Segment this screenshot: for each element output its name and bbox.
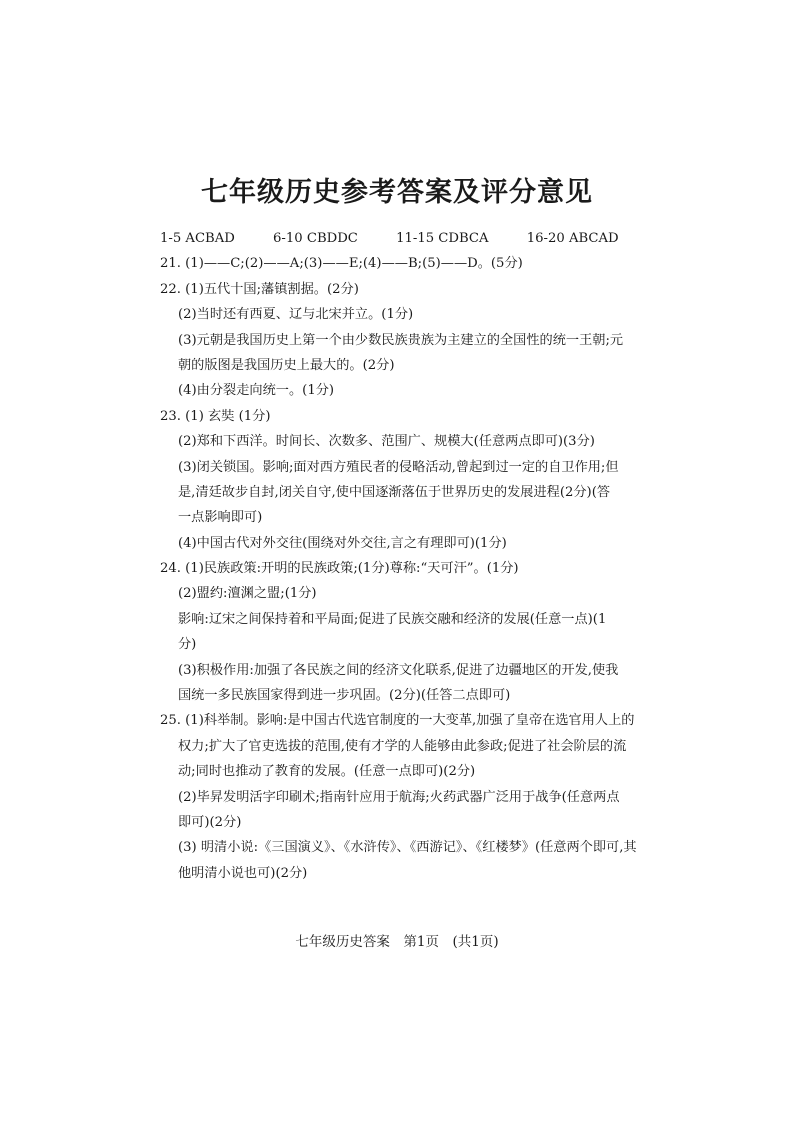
answer-line: 他明清小说也可)(2分) xyxy=(178,865,308,881)
mc-answer-group: 11-15 CDBCA xyxy=(396,231,489,246)
answer-content xyxy=(160,226,668,886)
mc-answer-group: 16-20 ABCAD xyxy=(526,231,619,246)
answer-line: (3)闭关锁国。影响;面对西方殖民者的侵略活动,曾起到过一定的自卫作用;但 xyxy=(178,459,619,475)
answer-line: 24. (1)民族政策:开明的民族政策;(1分)尊称:“天可汗”。(1分) xyxy=(160,561,519,577)
answer-line: 25. (1)科举制。影响:是中国古代选官制度的一大变革,加强了皇帝在选官用人上的 xyxy=(160,713,635,729)
answer-line: (2)当时还有西夏、辽与北宋并立。(1分) xyxy=(178,307,414,323)
page-footer: 七年级历史答案 第1页 (共1页) xyxy=(295,934,499,950)
answer-line: 动;同时也推动了教育的发展。(任意一点即可)(2分) xyxy=(178,764,476,780)
answer-line: 朝的版图是我国历史上最大的。(2分) xyxy=(178,357,395,373)
answer-line: (4)由分裂走向统一。(1分) xyxy=(178,383,335,399)
mc-answer-group: 6-10 CBDDC xyxy=(273,231,358,246)
answer-line: 分) xyxy=(178,637,197,653)
answer-line: 一点影响即可) xyxy=(178,510,263,526)
answer-line: 是,清廷故步自封,闭关自守,使中国逐渐落伍于世界历史的发展进程(2分)(答 xyxy=(178,484,611,500)
answer-line: (2)毕昇发明活字印刷术;指南针应用于航海;火药武器广泛用于战争(任意两点 xyxy=(178,789,620,805)
answer-line: 国统一多民族国家得到进一步巩固。(2分)(任答二点即可) xyxy=(178,688,511,704)
mc-answer-group: 1-5 ACBAD xyxy=(160,231,235,246)
answer-line: 22. (1)五代十国;藩镇割据。(2分) xyxy=(160,281,359,297)
multiple-choice-answers xyxy=(160,226,668,251)
answer-line: 即可)(2分) xyxy=(178,814,242,830)
answer-line: (3) 明清小说:《三国演义》、《水浒传》、《西游记》、《红楼梦》(任意两个即可,其 xyxy=(178,840,637,856)
answer-lines xyxy=(160,251,668,886)
answer-line: (3)元朝是我国历史上第一个由少数民族贵族为主建立的全国性的统一王朝;元 xyxy=(178,332,624,348)
answer-line: 影响:辽宋之间保持着和平局面;促进了民族交融和经济的发展(任意一点)(1 xyxy=(178,611,607,627)
answer-line: (2)郑和下西洋。时间长、次数多、范围广、规模大(任意两点即可)(3分) xyxy=(178,434,595,450)
answer-line: 23. (1) 玄奘 (1分) xyxy=(160,408,271,424)
answer-line: 权力;扩大了官吏选拔的范围,使有才学的人能够由此参政;促进了社会阶层的流 xyxy=(178,738,627,754)
answer-line: (3)积极作用:加强了各民族之间的经济文化联系,促进了边疆地区的开发,使我 xyxy=(178,662,619,678)
answer-line: (2)盟约:澶渊之盟;(1分) xyxy=(178,586,317,602)
answer-line: (4)中国古代对外交往(围绕对外交往,言之有理即可)(1分) xyxy=(178,535,507,551)
page-title: 七年级历史参考答案及评分意见 xyxy=(201,177,593,208)
answer-line: 21. (1)——C;(2)——A;(3)——E;(4)——B;(5)——D。(5分) xyxy=(160,256,523,272)
